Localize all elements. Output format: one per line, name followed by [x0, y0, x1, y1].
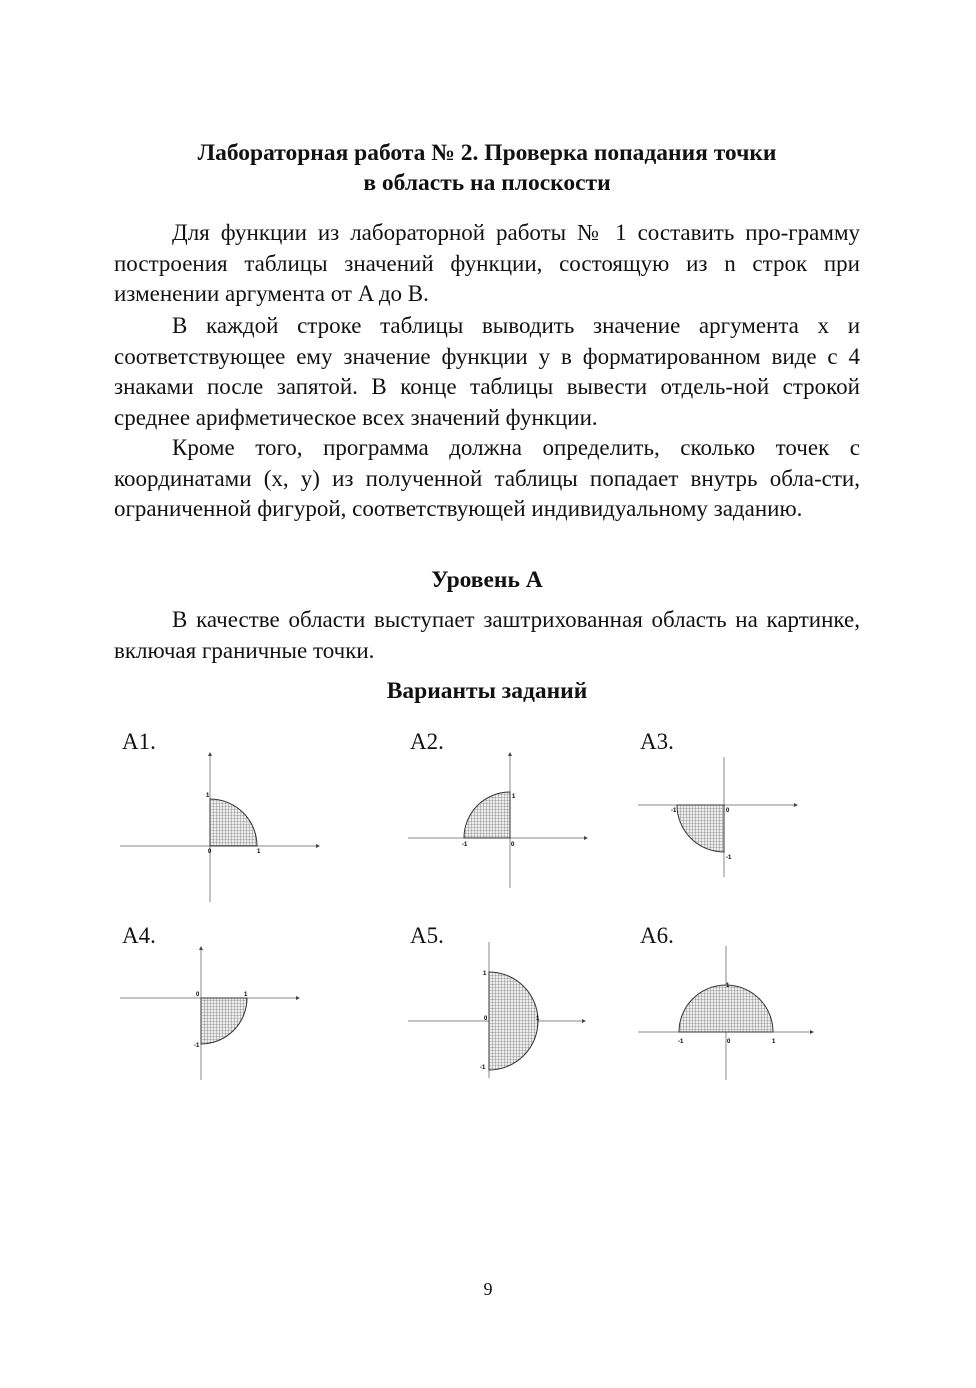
figure-a1 [120, 752, 320, 902]
shaded-region [201, 998, 247, 1044]
variant-label-a3: A3. [640, 729, 674, 754]
tick-label: 0 [196, 992, 200, 998]
tick-label: 0 [726, 808, 730, 814]
shaded-region [677, 805, 724, 852]
tick-label: 1 [244, 992, 248, 998]
tick-label: 1 [512, 794, 516, 800]
variant-label-a4: A4. [122, 923, 156, 948]
page-title [114, 138, 860, 198]
figure-a4 [120, 946, 305, 1082]
tick-label: -1 [726, 855, 732, 861]
page-number: 9 [483, 1279, 493, 1299]
variant-label-a5: A5. [410, 923, 444, 948]
tick-label: 0 [511, 842, 515, 848]
level-heading: Уровень A [431, 567, 543, 593]
tick-label: 0 [484, 1016, 488, 1022]
tick-label: 1 [206, 793, 210, 799]
tick-label: 1 [483, 971, 487, 977]
figure-a2 [408, 752, 588, 892]
variant-label-a1: A1. [122, 729, 156, 754]
title-line-2: в область на плоскости [363, 170, 611, 196]
figure-a5 [408, 942, 588, 1082]
variant-label-a6: A6. [640, 923, 674, 948]
figure-a6 [638, 942, 818, 1082]
paragraph-3: Кроме того, программа должна определить, сколько точек с координатами (x, y) из полученной таблицы попадает внутрь обла-сти, ограниченной фигурой, соответствующей индивидуальному заданию. [114, 435, 860, 521]
tick-label: -1 [480, 1065, 486, 1071]
shaded-region [489, 972, 538, 1070]
tick-label: -1 [462, 842, 468, 848]
level-paragraph: В качестве области выступает заштрихованная область на картинке, включая граничные точки. [114, 607, 860, 663]
tick-label: -1 [194, 1043, 200, 1049]
tick-label: -1 [678, 1039, 684, 1045]
paragraph-1: Для функции из лабораторной работы № 1 составить про-грамму построения таблицы значений функции, состоящую из n строк при изменении аргумента от A до B. [114, 220, 860, 306]
tick-label: -1 [671, 808, 677, 814]
title-line-1: Лабораторная работа № 2. Проверка попадания точки [197, 140, 777, 166]
tick-label: 0 [727, 1039, 731, 1045]
tick-label: 1 [726, 983, 730, 989]
variant-label-a2: A2. [410, 729, 444, 754]
shaded-region [679, 985, 773, 1032]
shaded-region [464, 792, 510, 838]
tick-label: 1 [772, 1039, 776, 1045]
tick-label: 1 [536, 1016, 540, 1022]
paragraph-2: В каждой строке таблицы выводить значение аргумента x и соответствующее ему значение функции y в форматированном виде с 4 знаками после запятой. В конце таблицы вывести отдель-ной строкой среднее арифметическое всех значений функции. [114, 313, 860, 430]
variants-heading: Варианты заданий [386, 678, 588, 704]
figure-a3 [638, 757, 808, 879]
shaded-region [210, 799, 257, 846]
tick-label: 0 [208, 849, 212, 855]
tick-label: 1 [257, 849, 261, 855]
